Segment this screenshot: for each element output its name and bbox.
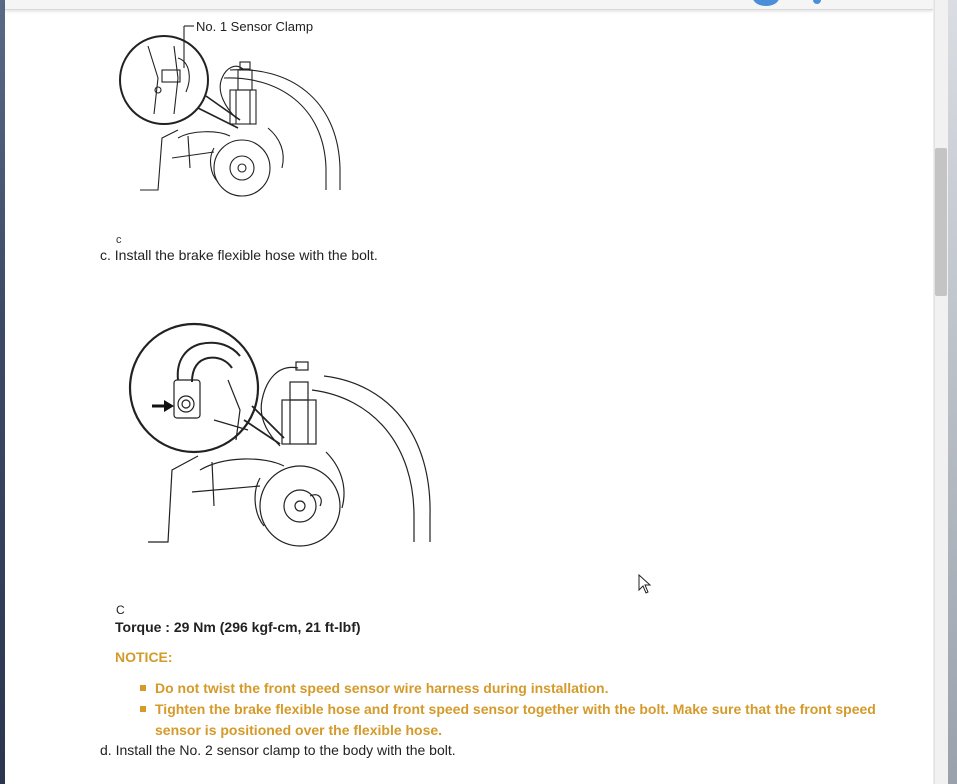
desktop-edge-right — [948, 0, 957, 784]
sensor-clamp-label: No. 1 Sensor Clamp — [196, 19, 314, 34]
figure2-caption: C — [116, 603, 125, 617]
notice-item: Do not twist the front speed sensor wire harness during installation. — [155, 678, 905, 699]
step-d-text: d. Install the No. 2 sensor clamp to the body with the bolt. — [100, 742, 456, 758]
notice-heading: NOTICE: — [115, 649, 173, 665]
top-toolbar — [5, 0, 933, 10]
figure-sensor-clamp — [118, 18, 348, 200]
scrollbar-track[interactable] — [934, 0, 949, 784]
notice-list — [155, 678, 905, 741]
toolbar-circle-icon[interactable] — [753, 0, 779, 6]
notice-item: Tighten the brake flexible hose and front speed sensor together with the bolt. Make sure that the front speed sensor is positioned over the flexible hose. — [155, 699, 905, 741]
desktop-edge-left — [0, 0, 5, 784]
figure-brake-hose — [128, 320, 438, 552]
torque-spec: Torque : 29 Nm (296 kgf-cm, 21 ft-lbf) — [115, 619, 361, 635]
toolbar-mark-icon[interactable] — [813, 0, 821, 4]
step-c-text: c. Install the brake flexible hose with the bolt. — [100, 247, 378, 263]
scrollbar-thumb[interactable] — [935, 148, 947, 296]
figure1-caption: c — [116, 234, 122, 246]
arrow-right-icon — [152, 400, 174, 412]
mouse-pointer-icon — [638, 574, 652, 596]
